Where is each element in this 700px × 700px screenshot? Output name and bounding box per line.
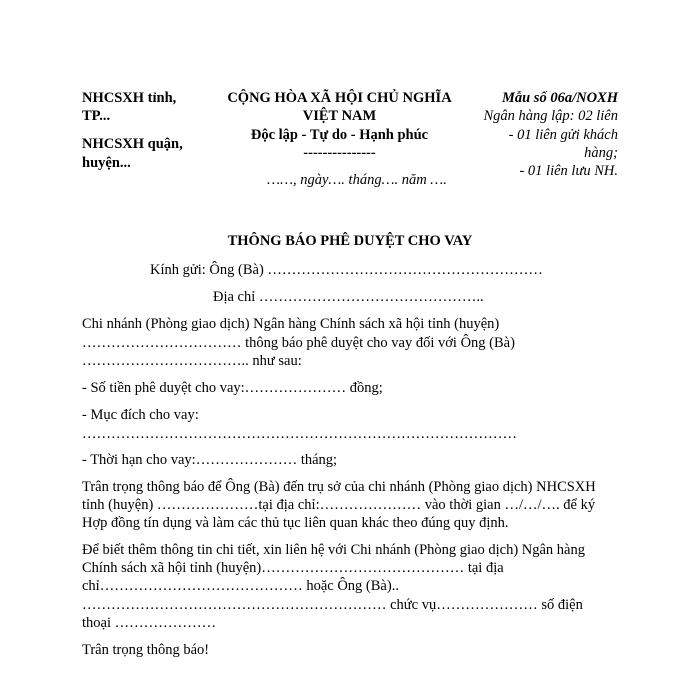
copy-bank: - 01 liên lưu NH. (519, 163, 618, 179)
loan-purpose-label: - Mục đích cho vay: (82, 407, 199, 423)
body-p3-line3: chỉ…………………………………… hoặc Ông (Bà).. (82, 578, 399, 594)
copy-customer: - 01 liên gửi khách (508, 127, 618, 143)
branch-district-value: huyện... (82, 155, 131, 171)
national-motto: Độc lập - Tự do - Hạnh phúc (250, 127, 429, 143)
body-p1-line1: Chi nhánh (Phòng giao dịch) Ngân hàng Chính sách xã hội tỉnh (huyện) (82, 316, 500, 332)
body-p2-line1: Trân trọng thông báo để Ông (Bà) đến trụ sở của chi nhánh (Phòng giao dịch) NHCSXH (82, 479, 596, 495)
form-code: Mẫu số 06a/NOXH (501, 90, 618, 106)
copy-customer-cont: hàng; (584, 145, 618, 161)
document-title: THÔNG BÁO PHÊ DUYỆT CHO VAY (227, 233, 473, 249)
loan-amount-line: - Số tiền phê duyệt cho vay:………………… đồng; (82, 380, 383, 396)
motto-divider: --------------- (303, 145, 376, 161)
body-p2-line3: Hợp đồng tín dụng và làm các thủ tục liên quan khác theo đúng quy định. (82, 515, 509, 531)
body-p1-line3: …………………………….. như sau: (82, 353, 302, 369)
copies-note: Ngân hàng lập: 02 liên (483, 108, 618, 124)
body-p3-line5: thoại ………………… (82, 615, 217, 631)
document-date: ……, ngày…. tháng…. năm …. (267, 172, 447, 188)
national-title-cont: VIỆT NAM (302, 108, 377, 124)
loan-term-line: - Thời hạn cho vay:………………… tháng; (82, 452, 338, 468)
closing-line: Trân trọng thông báo! (82, 642, 210, 658)
body-p2-line2: tỉnh (huyện) …………………tại địa chỉ:………………… vào thời gian …/…/…. để ký (82, 497, 596, 513)
recipient-address-line: Địa chỉ ……………………………………….. (213, 289, 484, 305)
body-p3-line1: Để biết thêm thông tin chi tiết, xin liên hệ với Chi nhánh (Phòng giao dịch) Ngân hàng (82, 542, 585, 558)
branch-province-label: NHCSXH tỉnh, (82, 90, 177, 106)
body-p3-line2: Chính sách xã hội tỉnh (huyện)…………………………………… tại địa (82, 560, 504, 576)
loan-purpose-fill-line: ……………………………………………………………………………… (82, 426, 517, 442)
body-p1-line2: …………………………… thông báo phê duyệt cho vay đối với Ông (Bà) (82, 335, 515, 351)
recipient-name-line: Kính gửi: Ông (Bà) ………………………………………………… (150, 262, 543, 278)
branch-province-value: TP... (82, 108, 111, 124)
branch-district-label: NHCSXH quận, (82, 136, 183, 152)
body-p3-line4: ……………………………………………………… chức vụ………………… số điện (82, 597, 583, 613)
national-title: CỘNG HÒA XÃ HỘI CHỦ NGHĨA (227, 90, 452, 106)
